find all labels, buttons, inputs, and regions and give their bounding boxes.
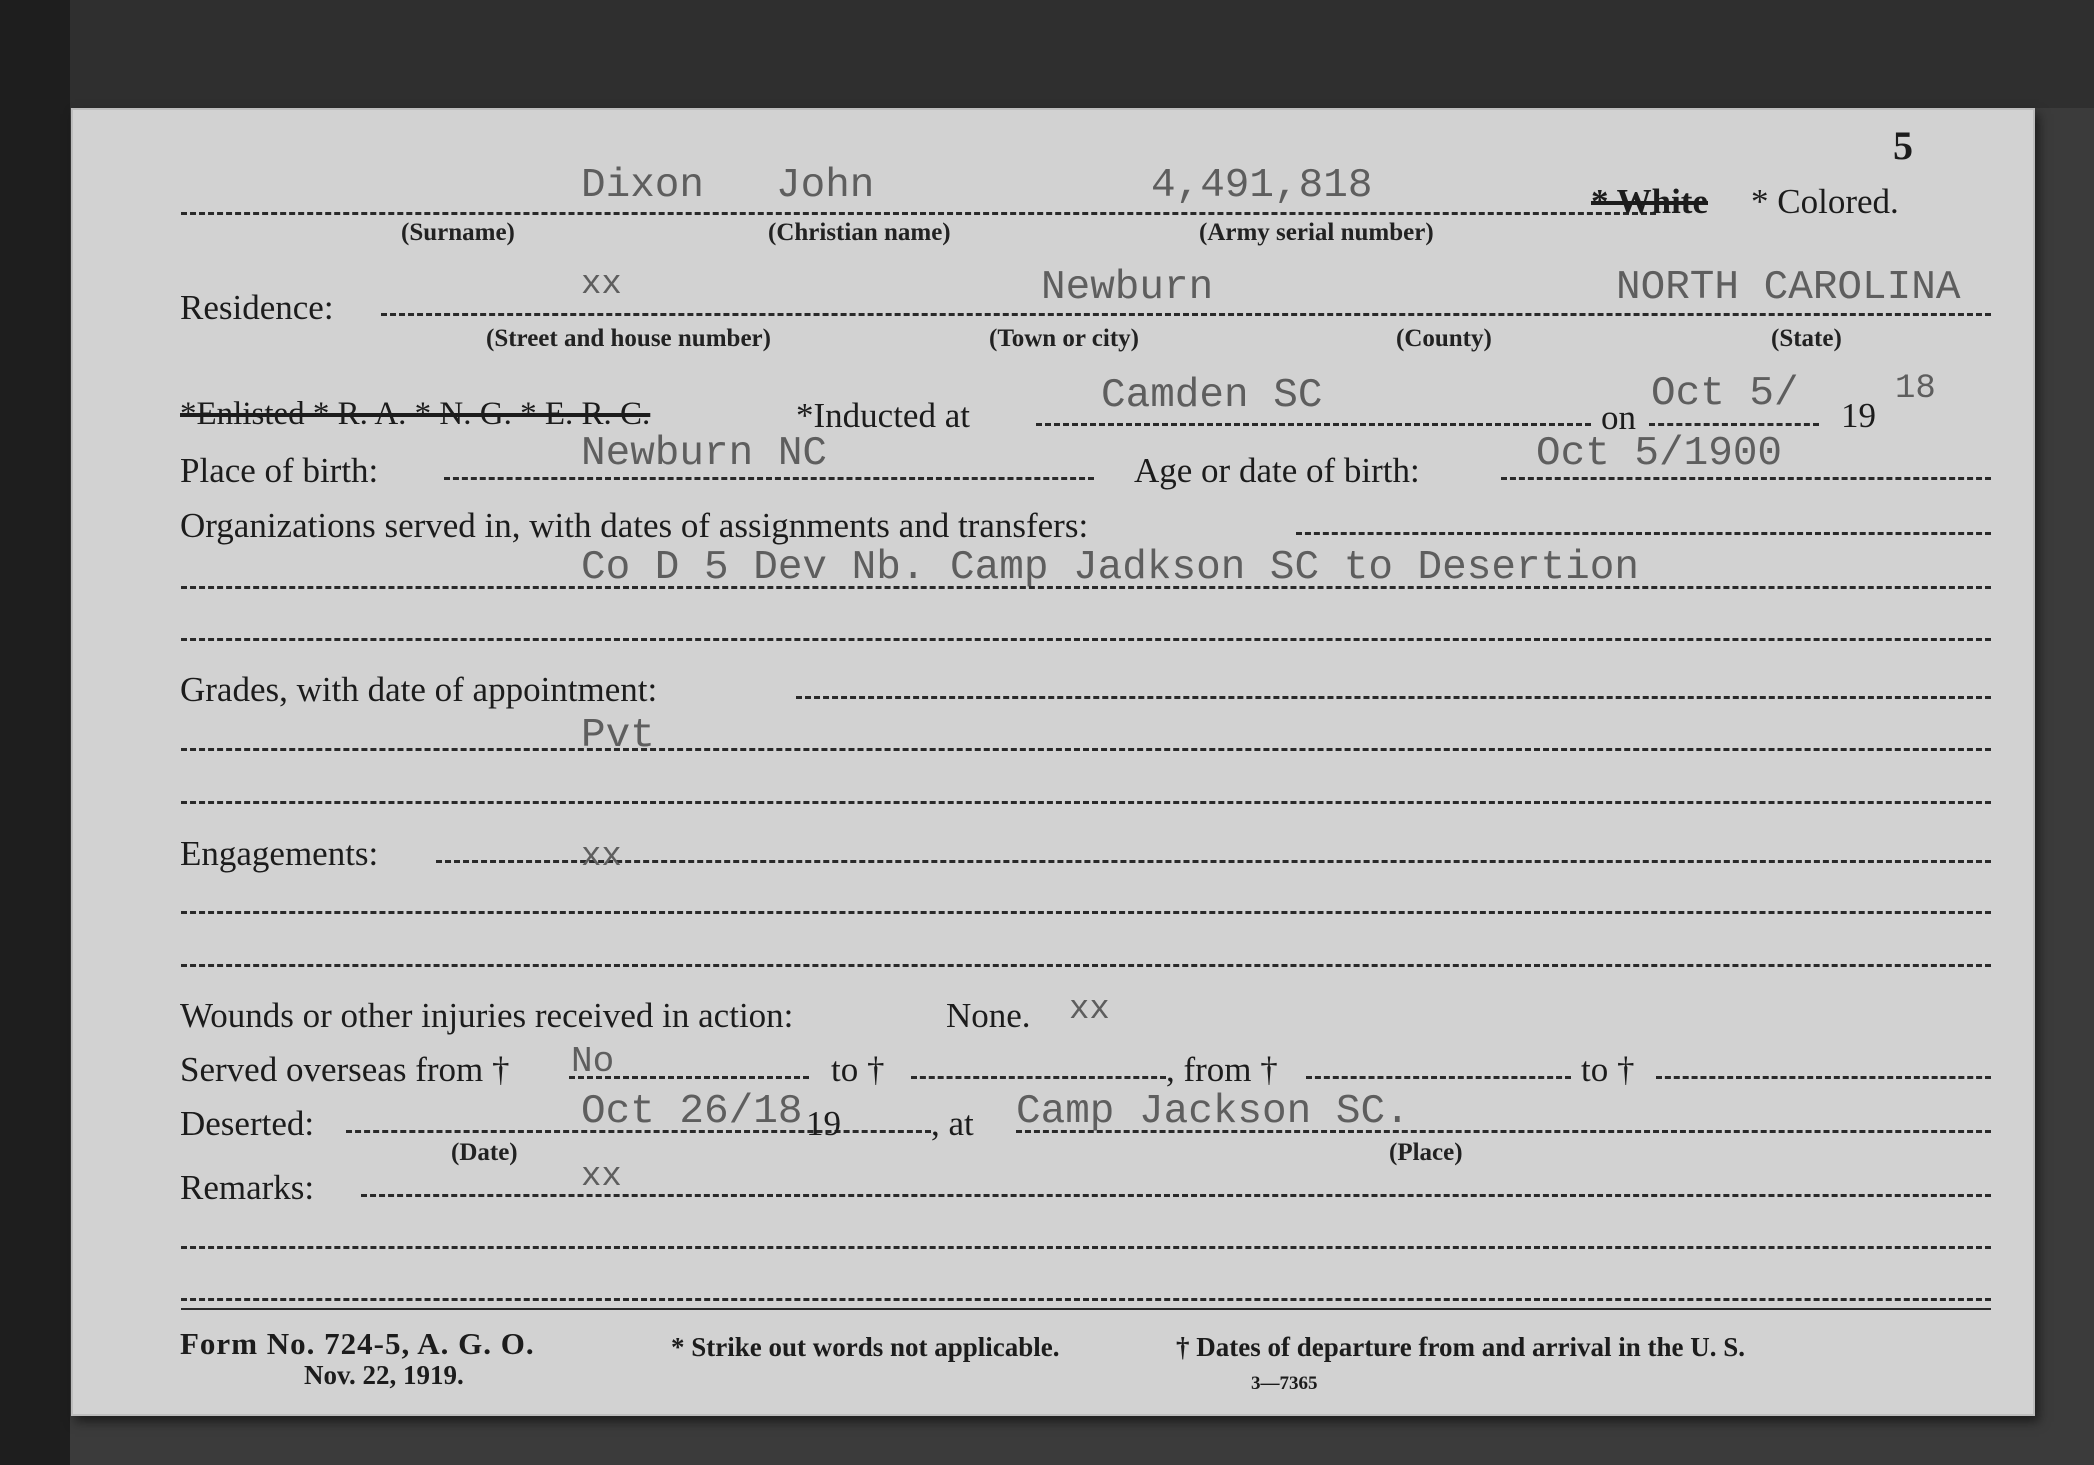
deserted-year: 19 xyxy=(806,1104,841,1143)
residence-town-value: Newburn xyxy=(1041,265,1214,311)
deserted-place-caption: (Place) xyxy=(1389,1139,1463,1166)
enlisted-options-struck: *Enlisted * R. A. * N. G. * E. R. C. xyxy=(180,396,651,432)
wounds-value: xx xyxy=(1069,991,1110,1029)
engagements-underline-1 xyxy=(436,860,1991,863)
overseas-to-label-2: to † xyxy=(1581,1050,1635,1089)
induction-date-value: Oct 5/ xyxy=(1651,371,1799,417)
served-overseas-value: No xyxy=(571,1041,615,1082)
county-caption: (County) xyxy=(1396,325,1492,352)
engagements-underline-3 xyxy=(181,964,1991,967)
serial-number-value: 4,491,818 xyxy=(1151,163,1373,209)
served-overseas-label: Served overseas from † xyxy=(180,1050,510,1089)
date-of-birth-value: Oct 5/1900 xyxy=(1536,431,1783,477)
form-number: Form No. 724-5, A. G. O. xyxy=(180,1326,535,1361)
wounds-none-text: None. xyxy=(946,996,1031,1035)
organizations-underline-1 xyxy=(1296,532,1991,535)
induction-year-suffix: 18 xyxy=(1895,370,1936,408)
overseas-from-underline-2 xyxy=(1306,1076,1571,1079)
grades-value: Pvt xyxy=(581,713,655,759)
remarks-underline-3 xyxy=(181,1298,1991,1301)
scan-backdrop-top xyxy=(0,0,2094,108)
engagements-underline-2 xyxy=(181,911,1991,914)
overseas-to-label-1: to † xyxy=(831,1050,885,1089)
remarks-label: Remarks: xyxy=(180,1168,315,1207)
race-white-struck: * White xyxy=(1591,182,1708,221)
deserted-date-caption: (Date) xyxy=(451,1139,518,1166)
place-of-birth-label: Place of birth: xyxy=(180,451,379,490)
wounds-label: Wounds or other injuries received in action: xyxy=(180,996,794,1035)
state-caption: (State) xyxy=(1771,325,1842,352)
inducted-at-label: *Inducted at xyxy=(796,396,970,435)
grades-underline-1 xyxy=(796,696,1991,699)
inducted-place-value: Camden SC xyxy=(1101,373,1323,419)
christian-name-value: John xyxy=(776,163,875,209)
organizations-value: Co D 5 Dev Nb. Camp Jadkson SC to Desertion xyxy=(581,545,1639,591)
town-caption: (Town or city) xyxy=(989,325,1139,352)
age-label: Age or date of birth: xyxy=(1134,451,1420,490)
inducted-place-underline xyxy=(1036,423,1591,426)
organizations-label: Organizations served in, with dates of assignments and transfers: xyxy=(180,506,1089,545)
overseas-from-label-2: , from † xyxy=(1166,1050,1278,1089)
card-number: 5 xyxy=(1893,123,1913,168)
dates-note: † Dates of departure from and arrival in the U. S. xyxy=(1176,1332,1745,1362)
deserted-label: Deserted: xyxy=(180,1104,315,1143)
race-colored: * Colored. xyxy=(1751,182,1899,221)
overseas-to-underline-1 xyxy=(911,1076,1166,1079)
organizations-underline-3 xyxy=(181,638,1991,641)
overseas-to-underline-2 xyxy=(1656,1076,1991,1079)
age-underline xyxy=(1501,477,1991,480)
service-record-card xyxy=(71,108,2035,1416)
induction-year-prefix: 19 xyxy=(1841,396,1876,435)
on-label: on xyxy=(1601,398,1636,437)
grades-underline-2 xyxy=(181,748,1991,751)
christian-name-caption: (Christian name) xyxy=(768,219,951,246)
form-date: Nov. 22, 1919. xyxy=(304,1360,464,1390)
grades-label: Grades, with date of appointment: xyxy=(180,670,658,709)
grades-underline-3 xyxy=(181,801,1991,804)
print-number: 3—7365 xyxy=(1251,1373,1318,1394)
serial-number-caption: (Army serial number) xyxy=(1199,219,1434,246)
card-bottom-rule xyxy=(181,1308,1991,1310)
strike-out-note: * Strike out words not applicable. xyxy=(671,1332,1060,1362)
remarks-underline-2 xyxy=(181,1246,1991,1249)
residence-state-value: NORTH CAROLINA xyxy=(1616,265,1961,311)
induction-date-underline xyxy=(1649,423,1819,426)
residence-street-value: xx xyxy=(581,266,622,304)
name-underline xyxy=(181,212,1656,215)
engagements-label: Engagements: xyxy=(180,834,379,873)
surname-value: Dixon xyxy=(581,163,705,209)
deserted-date-value: Oct 26/18 xyxy=(581,1089,803,1135)
residence-label: Residence: xyxy=(180,288,334,327)
scan-backdrop-left xyxy=(0,0,70,1465)
surname-caption: (Surname) xyxy=(401,219,515,246)
place-of-birth-value: Newburn NC xyxy=(581,431,828,477)
overseas-from-underline xyxy=(569,1076,809,1079)
deserted-at-label: , at xyxy=(931,1104,974,1143)
deserted-place-value: Camp Jackson SC. xyxy=(1016,1089,1410,1135)
residence-underline xyxy=(381,313,1991,316)
organizations-underline-2 xyxy=(181,586,1991,589)
street-caption: (Street and house number) xyxy=(486,325,771,352)
place-of-birth-underline xyxy=(444,477,1094,480)
engagements-value: xx xyxy=(581,838,622,876)
remarks-value: xx xyxy=(581,1158,622,1196)
